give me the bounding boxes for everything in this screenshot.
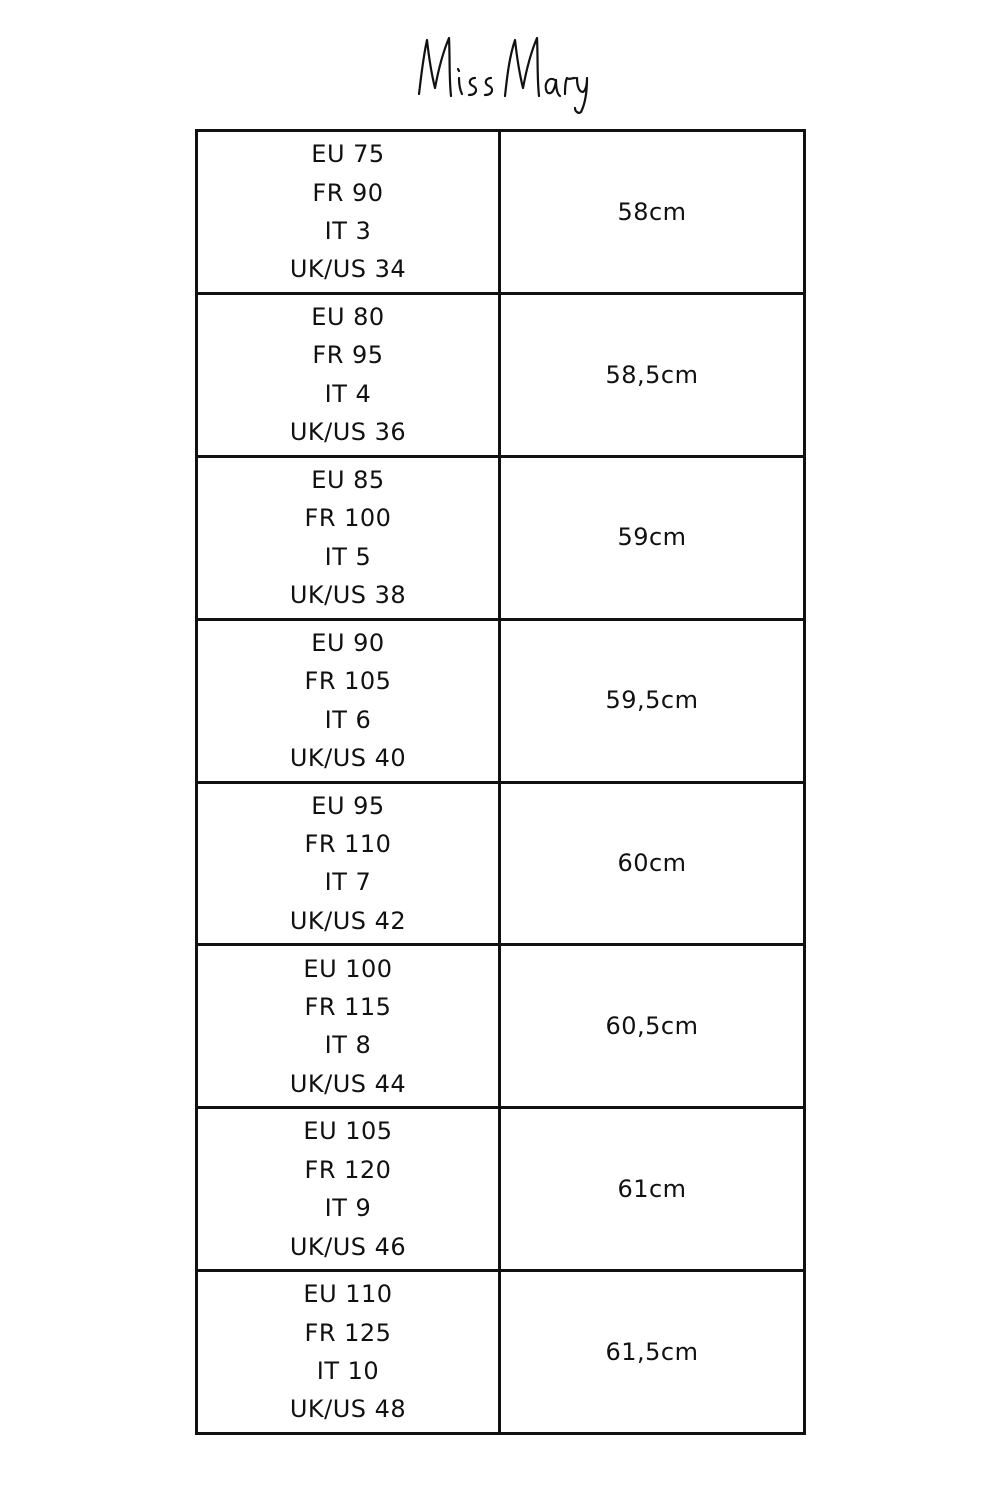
eu-size: EU 90 bbox=[311, 628, 385, 657]
fr-size: FR 90 bbox=[312, 178, 384, 207]
it-size: IT 4 bbox=[324, 379, 372, 408]
size-conversion-cell bbox=[198, 1272, 501, 1432]
size-conversion-cell bbox=[198, 621, 501, 781]
eu-size: EU 110 bbox=[303, 1280, 393, 1309]
fr-size: FR 95 bbox=[312, 341, 384, 370]
measurement-value: 59cm bbox=[617, 523, 687, 552]
size-conversion-cell bbox=[198, 784, 501, 944]
uk-us-size: UK/US 38 bbox=[289, 581, 407, 610]
eu-size: EU 80 bbox=[311, 303, 385, 331]
eu-size: EU 105 bbox=[303, 1117, 393, 1146]
measurement-cell bbox=[501, 1109, 803, 1269]
it-size: IT 3 bbox=[324, 216, 372, 245]
measurement-cell bbox=[501, 132, 803, 292]
measurement-cell bbox=[501, 784, 803, 944]
it-size: IT 10 bbox=[316, 1357, 380, 1386]
eu-size: EU 75 bbox=[311, 140, 385, 169]
eu-size: EU 95 bbox=[311, 791, 385, 820]
measurement-value: 60cm bbox=[617, 849, 687, 878]
measurement-value: 58,5cm bbox=[605, 360, 699, 389]
fr-size: FR 125 bbox=[304, 1318, 392, 1347]
measurement-value: 60,5cm bbox=[605, 1012, 699, 1041]
uk-us-size: UK/US 46 bbox=[289, 1232, 407, 1261]
fr-size: FR 115 bbox=[304, 992, 392, 1021]
measurement-cell bbox=[501, 1272, 803, 1432]
fr-size: FR 110 bbox=[304, 830, 392, 859]
measurement-value: 59,5cm bbox=[605, 686, 699, 715]
size-conversion-cell bbox=[198, 132, 501, 292]
uk-us-size: UK/US 48 bbox=[289, 1395, 407, 1424]
table-row bbox=[198, 1109, 803, 1272]
size-chart-table bbox=[195, 129, 806, 1435]
table-row bbox=[198, 946, 803, 1109]
it-size: IT 5 bbox=[324, 542, 372, 571]
miss-mary-logo-icon bbox=[405, 28, 595, 118]
table-row bbox=[198, 784, 803, 947]
uk-us-size: UK/US 44 bbox=[289, 1069, 407, 1098]
uk-us-size: UK/US 34 bbox=[289, 255, 407, 284]
measurement-cell bbox=[501, 295, 803, 455]
eu-size: EU 100 bbox=[303, 954, 393, 983]
table-row bbox=[198, 458, 803, 621]
fr-size: FR 120 bbox=[304, 1155, 392, 1184]
measurement-value: 58cm bbox=[617, 197, 687, 226]
table-row bbox=[198, 132, 803, 295]
uk-us-size: UK/US 40 bbox=[289, 743, 407, 772]
uk-us-size: UK/US 42 bbox=[289, 906, 407, 935]
size-conversion-cell bbox=[198, 295, 501, 455]
measurement-cell bbox=[501, 458, 803, 618]
table-row bbox=[198, 1272, 803, 1432]
fr-size: FR 100 bbox=[304, 504, 392, 533]
size-conversion-cell bbox=[198, 1109, 501, 1269]
size-conversion-cell bbox=[198, 946, 501, 1106]
uk-us-size: UK/US 36 bbox=[289, 418, 407, 447]
table-row bbox=[198, 621, 803, 784]
fr-size: FR 105 bbox=[304, 667, 392, 696]
eu-size: EU 85 bbox=[311, 465, 385, 494]
it-size: IT 7 bbox=[324, 868, 372, 897]
table-row bbox=[198, 295, 803, 458]
measurement-cell bbox=[501, 621, 803, 781]
it-size: IT 9 bbox=[324, 1194, 372, 1223]
measurement-value: 61cm bbox=[617, 1174, 687, 1203]
size-conversion-cell bbox=[198, 458, 501, 618]
measurement-value: 61,5cm bbox=[605, 1337, 699, 1366]
it-size: IT 8 bbox=[324, 1031, 372, 1060]
brand-logo bbox=[405, 28, 595, 118]
measurement-cell bbox=[501, 946, 803, 1106]
it-size: IT 6 bbox=[324, 705, 372, 734]
